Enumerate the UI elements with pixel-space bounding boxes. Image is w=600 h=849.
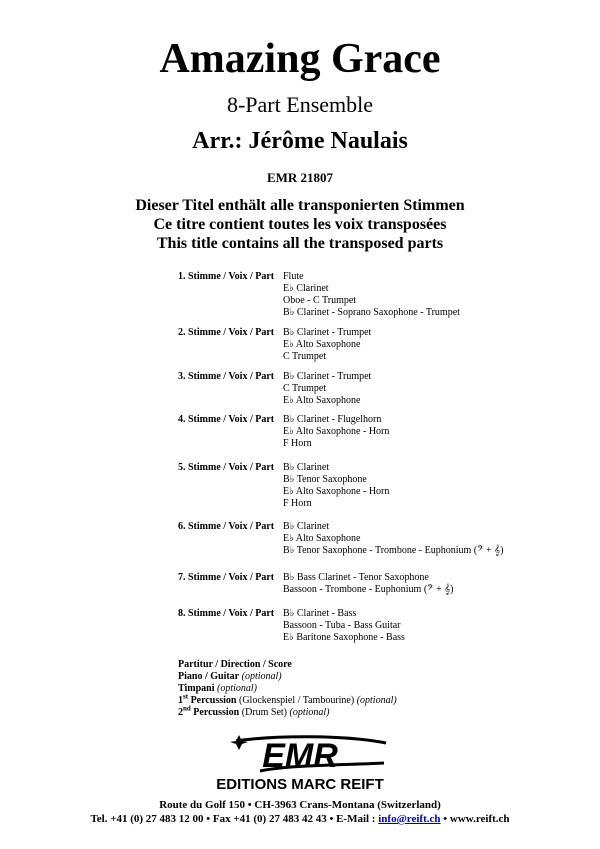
part-label: 4. Stimme / Voix / Part — [178, 414, 275, 425]
percussion-1-label: Percussion — [190, 695, 237, 706]
instrument-list — [283, 271, 460, 319]
contact-phone-fax: Tel. +41 (0) 27 483 12 00 • Fax +41 (0) 27 483 42 43 • E-Mail : — [90, 813, 379, 825]
part-label: 6. Stimme / Voix / Part — [178, 521, 275, 532]
instrument: Bassoon - Tuba - Bass Guitar — [283, 620, 401, 631]
instrument: B♭ Clarinet - Soprano Saxophone - Trumpet — [283, 307, 460, 318]
instrument: B♭ Tenor Saxophone — [283, 474, 367, 485]
instrument: C Trumpet — [283, 383, 327, 394]
ensemble-subtitle: 8-Part Ensemble — [226, 92, 374, 117]
instrument-list — [283, 572, 453, 596]
piano-line — [178, 671, 397, 683]
instrument: B♭ Clarinet - Bass — [283, 608, 357, 619]
score-line — [178, 659, 397, 671]
instrument: Bassoon - Trombone - Euphonium (𝄢 + 𝄞) — [283, 584, 454, 595]
catalog-number: EMR 21807 — [266, 170, 334, 185]
arranger-credit: Arr.: Jérôme Naulais — [192, 128, 408, 154]
percussion-1-number: 1 — [178, 695, 183, 706]
website[interactable]: • www.reift.ch — [440, 813, 510, 825]
instrument: E♭ Baritone Saxophone - Bass — [283, 632, 405, 643]
optional-note: (optional) — [217, 683, 257, 694]
instrument-list — [283, 327, 371, 363]
percussion-1-detail: (Glockenspiel / Tambourine) — [239, 695, 355, 706]
percussion-2-detail: (Drum Set) — [241, 707, 288, 718]
publisher-logo — [196, 733, 404, 793]
instrument: E♭ Alto Saxophone — [283, 339, 361, 350]
publisher-name: EDITIONS MARC REIFT — [216, 776, 384, 793]
instrument: E♭ Alto Saxophone — [283, 533, 361, 544]
publisher-contact — [0, 813, 600, 826]
instrument: B♭ Clarinet — [283, 521, 330, 532]
english-note: This title contains all the transposed parts — [156, 235, 444, 252]
instrument: Flute — [283, 271, 304, 282]
part-label: 2. Stimme / Voix / Part — [178, 327, 275, 338]
instrument: F Horn — [283, 438, 312, 449]
instrument-list — [283, 414, 389, 450]
instrument: E♭ Alto Saxophone - Horn — [283, 426, 390, 437]
star-icon — [230, 735, 248, 750]
part-label: 3. Stimme / Voix / Part — [178, 371, 275, 382]
instrument-list — [283, 462, 389, 510]
instrument: Oboe - C Trumpet — [283, 295, 357, 306]
instrument-list — [283, 608, 405, 644]
instrument: F Horn — [283, 498, 312, 509]
part-label: 7. Stimme / Voix / Part — [178, 572, 275, 583]
logo-mark: EMR — [262, 737, 338, 775]
email-link[interactable]: info@reift.ch — [378, 813, 441, 825]
instrument: E♭ Clarinet — [283, 283, 329, 294]
percussion-2-label: Percussion — [193, 707, 240, 718]
german-note: Dieser Titel enthält alle transponierten Stimmen — [135, 197, 465, 214]
instrument: E♭ Alto Saxophone — [283, 395, 361, 406]
instrument: B♭ Bass Clarinet - Tenor Saxophone — [283, 572, 429, 583]
extra-parts-list — [178, 659, 397, 719]
optional-note: (optional) — [356, 695, 397, 706]
percussion-2-line — [178, 704, 397, 719]
part-label: 5. Stimme / Voix / Part — [178, 462, 275, 473]
publisher-address: Route du Golf 150 • CH-3963 Crans-Montana (Switzerland) — [159, 799, 441, 811]
timpani-label: Timpani — [178, 683, 215, 694]
ordinal-suffix: st — [183, 692, 189, 701]
part-label: 1. Stimme / Voix / Part — [178, 271, 275, 282]
ordinal-suffix: nd — [183, 704, 191, 713]
instrument-list — [283, 371, 371, 407]
percussion-1-line — [178, 692, 397, 707]
instrument: B♭ Clarinet — [283, 462, 330, 473]
instrument-list — [283, 521, 503, 557]
timpani-line — [178, 683, 397, 695]
percussion-2-number: 2 — [178, 707, 183, 718]
page-title: Amazing Grace — [159, 36, 441, 82]
score-label: Partitur / Direction / Score — [178, 659, 292, 670]
french-note: Ce titre contient toutes les voix transposées — [153, 216, 447, 233]
instrument: B♭ Clarinet - Flugelhorn — [283, 414, 382, 425]
optional-note: (optional) — [241, 671, 282, 682]
instrument: B♭ Tenor Saxophone - Trombone - Euphonium (𝄢 + 𝄞) — [283, 545, 504, 556]
part-label: 8. Stimme / Voix / Part — [178, 608, 275, 619]
instrument: B♭ Clarinet - Trumpet — [283, 371, 372, 382]
piano-label: Piano / Guitar — [178, 671, 240, 682]
instrument: C Trumpet — [283, 351, 327, 362]
instrument: B♭ Clarinet - Trumpet — [283, 327, 372, 338]
optional-note: (optional) — [289, 707, 330, 718]
instrument: E♭ Alto Saxophone - Horn — [283, 486, 390, 497]
